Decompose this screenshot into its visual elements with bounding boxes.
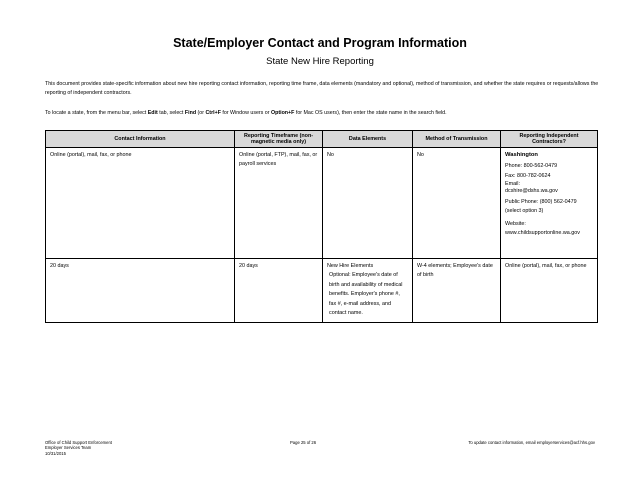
find-keyword: Find bbox=[184, 110, 197, 116]
header-contact-information: Contact Information bbox=[46, 131, 235, 148]
footer-team: Employer Services Team bbox=[45, 445, 92, 451]
state-info-table bbox=[45, 130, 598, 323]
cell-contact: 20 days bbox=[46, 259, 235, 323]
data-elements-title: New Hire Elements bbox=[327, 263, 374, 269]
state-website-label: Website: bbox=[505, 220, 526, 227]
footer-contact-note: To update contact information, email employerservices@acf.hhs.gov bbox=[468, 440, 595, 445]
intro-text: for Mac OS users), then enter the state name in the search field. bbox=[294, 110, 447, 116]
cell-timeframe: Online (portal, FTP), mail, fax, or payroll services bbox=[235, 148, 323, 259]
ctrl-f-keyword: Ctrl+F bbox=[205, 110, 221, 116]
cell-data-elements: No bbox=[323, 148, 413, 259]
state-email-label: Email: bbox=[505, 181, 520, 188]
cell-contact: Online (portal), mail, fax, or phone bbox=[46, 148, 235, 259]
state-website-link[interactable]: www.childsupportonline.wa.gov bbox=[505, 229, 580, 236]
footer-office: Office of Child Support Enforcement bbox=[45, 440, 112, 445]
header-method-of-transmission: Method of Transmission bbox=[413, 131, 501, 148]
header-reporting-timeframe: Reporting Timeframe (non-magnetic media only) bbox=[235, 131, 323, 148]
state-phone: Phone: 800-562-0479 bbox=[505, 163, 558, 170]
state-name: Washington bbox=[505, 152, 538, 158]
page-title: State/Employer Contact and Program Information bbox=[173, 36, 467, 50]
state-public-phone: Public Phone: (800) 562-0479 (select option 3) bbox=[505, 198, 577, 215]
data-elements-body: Optional: Employee's date of birth and availability of medical benefits. Employer's phone #, fax #, e-mail address, and contact name. bbox=[329, 272, 403, 317]
intro-text: tab, select bbox=[157, 110, 185, 116]
intro-paragraph-2 bbox=[45, 109, 600, 118]
cell-timeframe: 20 days bbox=[235, 259, 323, 323]
header-data-elements: Data Elements bbox=[323, 131, 413, 148]
header-independent-contractors: Reporting Independent Contractors? bbox=[501, 131, 598, 148]
intro-text: for Window users or bbox=[220, 110, 271, 116]
state-fax: Fax: 800-782-0624 bbox=[505, 172, 551, 179]
cell-transmission: W-4 elements; Employee's date of birth bbox=[413, 259, 501, 323]
page-subtitle: State New Hire Reporting bbox=[266, 56, 374, 67]
state-email[interactable]: dcshire@dshs.wa.gov bbox=[505, 187, 558, 194]
footer-page-number: Page 25 of 26 bbox=[290, 440, 317, 445]
cell-transmission: No bbox=[413, 148, 501, 259]
table-row bbox=[46, 148, 598, 259]
footer-date: 10/31/2015 bbox=[45, 450, 66, 456]
intro-paragraph-1: This document provides state-specific information about new hire reporting contact information, reporting time frame, data elements (mandatory and optional), method of transmission, and whether the state requires or requests/allows the reporting of independent contractors. bbox=[45, 81, 599, 96]
footer-left bbox=[45, 440, 112, 456]
edit-keyword: Edit bbox=[147, 110, 158, 116]
cell-independent-contractors bbox=[501, 148, 598, 259]
intro-text: (or bbox=[196, 110, 206, 116]
table-header-row bbox=[46, 131, 598, 148]
cell-data-elements bbox=[323, 259, 413, 323]
cell-independent-contractors: Online (portal), mail, fax, or phone bbox=[501, 259, 598, 323]
intro-text: To locate a state, from the menu bar, select bbox=[45, 110, 148, 116]
option-f-keyword: Option+F bbox=[270, 110, 295, 116]
table-row bbox=[46, 259, 598, 323]
